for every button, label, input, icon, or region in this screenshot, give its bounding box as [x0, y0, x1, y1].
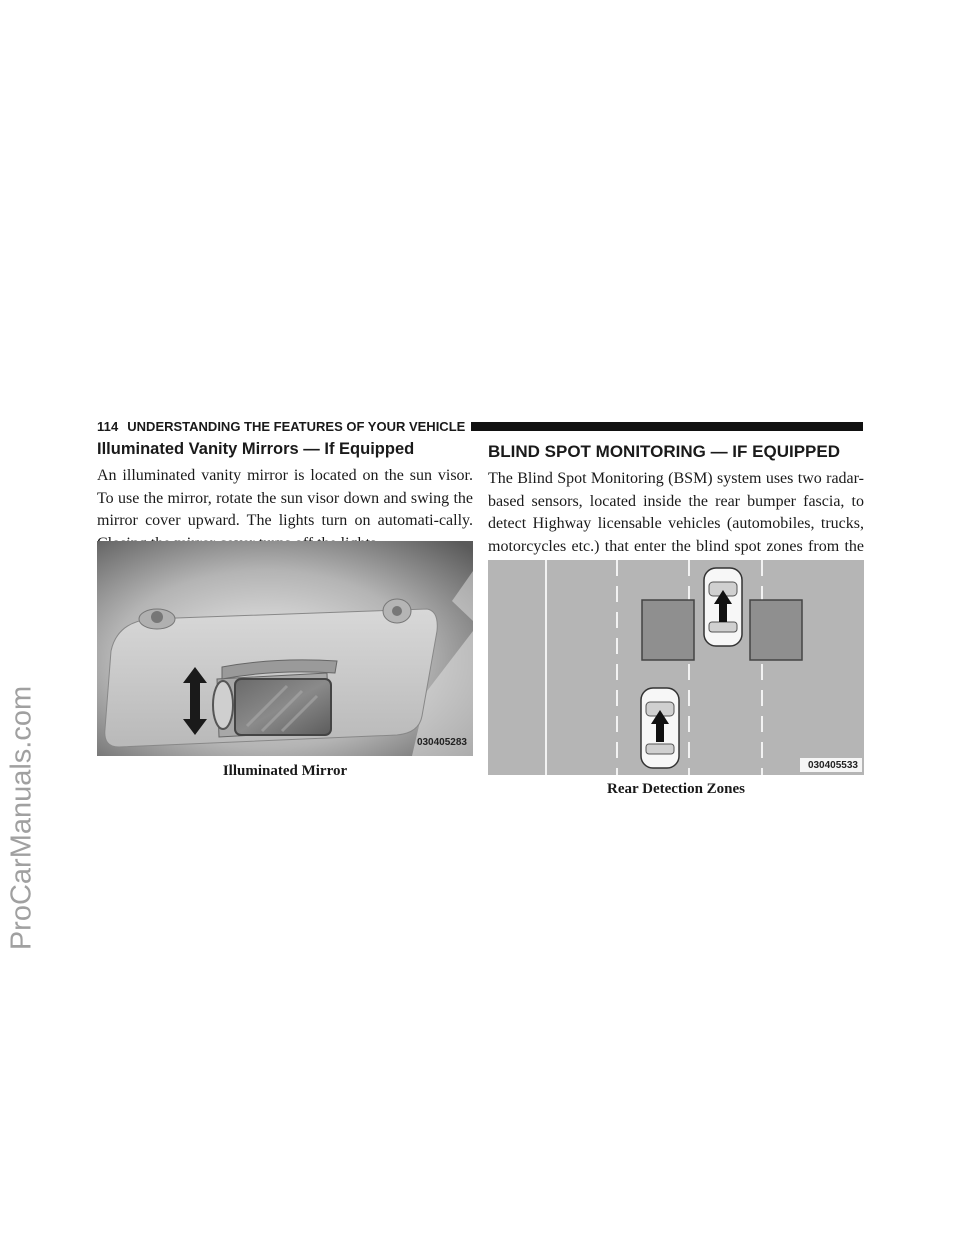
watermark-text: ProCarManuals.com	[5, 685, 38, 951]
blind-spot-heading: BLIND SPOT MONITORING — IF EQUIPPED	[488, 442, 840, 461]
figure-caption: Illuminated Mirror	[222, 763, 348, 779]
vanity-mirror-text: An illuminated vanity mirror is located on the sun visor. To use the mirror, rotate the sun visor down and swing the mirror cover upward. The lights turn on automati-cally.	[97, 467, 473, 529]
figure-id: 030405533	[807, 760, 858, 771]
right-detection-zone	[750, 600, 802, 660]
sun-visor-illustration	[97, 541, 473, 756]
vanity-mirror-heading: Illuminated Vanity Mirrors — If Equipped	[97, 440, 415, 458]
approaching-vehicle-icon	[641, 688, 679, 768]
page-number: 114	[97, 418, 119, 434]
rear-detection-figure	[488, 560, 864, 775]
section-title: UNDERSTANDING THE FEATURES OF YOUR VEHICLE	[127, 418, 466, 434]
left-detection-zone	[642, 600, 694, 660]
header-rule	[471, 422, 863, 431]
figure-id: 030405283	[416, 737, 467, 748]
detection-zones-illustration	[488, 560, 864, 775]
vanity-mirror-section	[97, 440, 473, 555]
illuminated-mirror-figure	[97, 541, 473, 756]
host-vehicle-icon	[704, 568, 742, 646]
blind-spot-text: The Blind Spot Monitoring (BSM) system uses two radar-based sensors, located inside the rear bumper fascia, to detect Highway licensable vehicles (automobiles, trucks, motorcycles etc.) that enter the blind spot zones from the	[488, 470, 864, 555]
page-header	[97, 418, 863, 434]
figure-caption: Rear Detection Zones	[606, 781, 746, 797]
watermark	[2, 608, 42, 1028]
